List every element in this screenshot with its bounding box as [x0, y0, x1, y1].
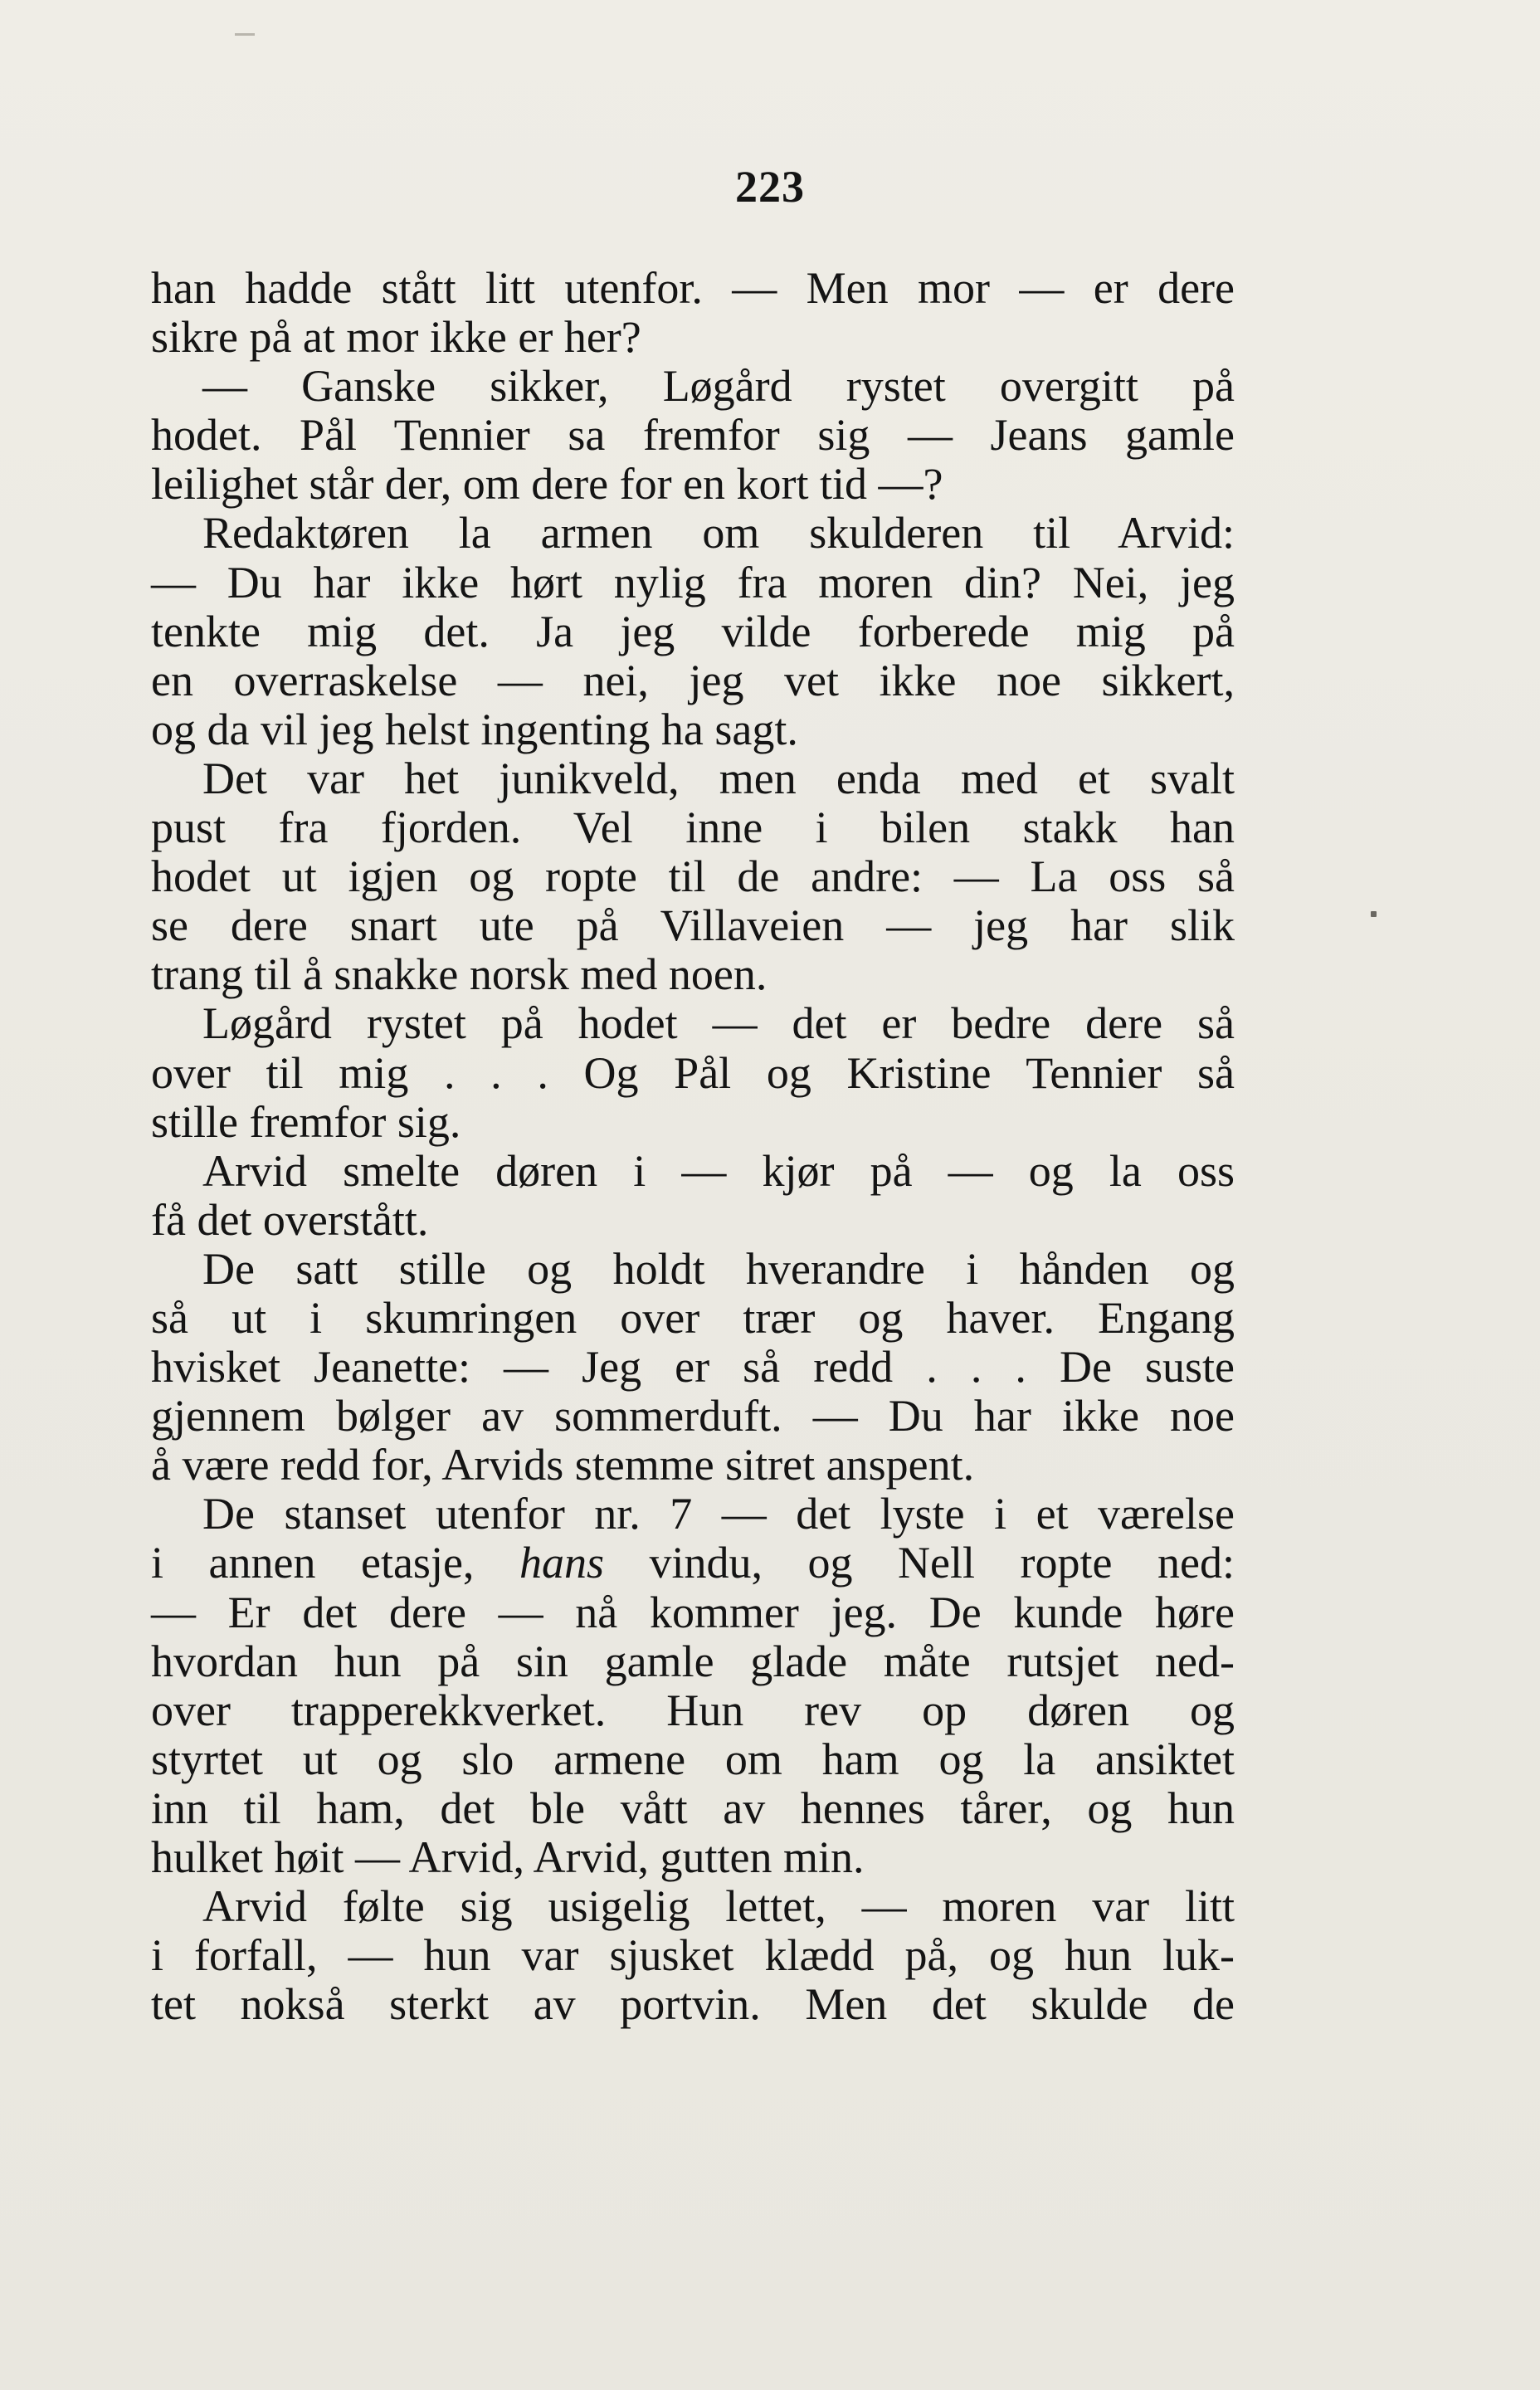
text-line: hulket høit — Arvid, Arvid, gutten min.: [151, 1832, 865, 1882]
text-line: i forfall, — hun var sjusket klædd på, og hun luk-: [151, 1930, 1235, 1981]
text-line: å være redd for, Arvids stemme sitret anspent.: [151, 1440, 975, 1490]
text-segment: i annen etasje,: [151, 1538, 475, 1588]
text-line: en overraskelse — nei, jeg vet ikke noe sikkert,: [151, 655, 1235, 705]
text-line: pust fra fjorden. Vel inne i bilen stakk han: [151, 802, 1235, 853]
page-number: 223: [735, 162, 805, 212]
text-line: hvisket Jeanette: — Jeg er så redd . . . De suste: [151, 1342, 1235, 1393]
text-line: — Er det dere — nå kommer jeg. De kunde høre: [151, 1587, 1235, 1637]
text-line: Arvid følte sig usigelig lettet, — moren var litt: [202, 1881, 1235, 1932]
text-line: [151, 1539, 1235, 1588]
text-line: stille fremfor sig.: [151, 1096, 461, 1147]
text-line: hodet ut igjen og ropte til de andre: — La oss så: [151, 851, 1235, 902]
text-line: hvordan hun på sin gamle glade måte rutsjet ned-: [151, 1636, 1235, 1686]
text-line: De satt stille og holdt hverandre i hånden og: [202, 1243, 1235, 1294]
text-line: sikre på at mor ikke er her?: [151, 312, 641, 363]
ink-speck: [1371, 911, 1377, 917]
italic-word: hans: [519, 1538, 604, 1588]
text-line: gjennem bølger av sommerduft. — Du har ikke noe: [151, 1391, 1235, 1441]
text-line: tet nokså sterkt av portvin. Men det skulde de: [151, 1979, 1235, 2030]
text-line: Det var het junikveld, men enda med et svalt: [202, 753, 1235, 803]
text-line: over trapperekkverket. Hun rev op døren og: [151, 1685, 1235, 1735]
body-text: [151, 264, 1235, 2029]
text-line: Redaktøren la armen om skulderen til Arvid:: [202, 508, 1235, 558]
text-line: så ut i skumringen over trær og haver. Engang: [151, 1292, 1235, 1343]
print-mark: [235, 33, 255, 36]
text-line: styrtet ut og slo armene om ham og la ansiktet: [151, 1734, 1235, 1784]
text-line: trang til å snakke norsk med noen.: [151, 949, 768, 1000]
text-line: Arvid smelte døren i — kjør på — og la oss: [202, 1145, 1235, 1196]
text-line: hodet. Pål Tennier sa fremfor sig — Jeans gamle: [151, 410, 1235, 461]
text-line: han hadde stått litt utenfor. — Men mor — er dere: [151, 263, 1235, 313]
text-line: tenkte mig det. Ja jeg vilde forberede mig på: [151, 606, 1235, 656]
text-line: De stanset utenfor nr. 7 — det lyste i et værelse: [202, 1489, 1235, 1539]
text-line: over til mig . . . Og Pål og Kristine Tennier så: [151, 1047, 1235, 1098]
text-line: og da vil jeg helst ingenting ha sagt.: [151, 704, 798, 754]
text-line: Løgård rystet på hodet — det er bedre dere så: [202, 998, 1235, 1049]
text-segment: vindu, og Nell ropte ned:: [649, 1538, 1235, 1588]
text-line: — Ganske sikker, Løgård rystet overgitt på: [202, 361, 1235, 412]
text-line: inn til ham, det ble vått av hennes tårer, og hun: [151, 1783, 1235, 1833]
text-line: få det overstått.: [151, 1194, 429, 1245]
text-line: se dere snart ute på Villaveien — jeg har slik: [151, 900, 1235, 951]
text-line: leilighet står der, om dere for en kort tid —?: [151, 459, 943, 510]
text-line: — Du har ikke hørt nylig fra moren din? Nei, jeg: [151, 557, 1235, 607]
